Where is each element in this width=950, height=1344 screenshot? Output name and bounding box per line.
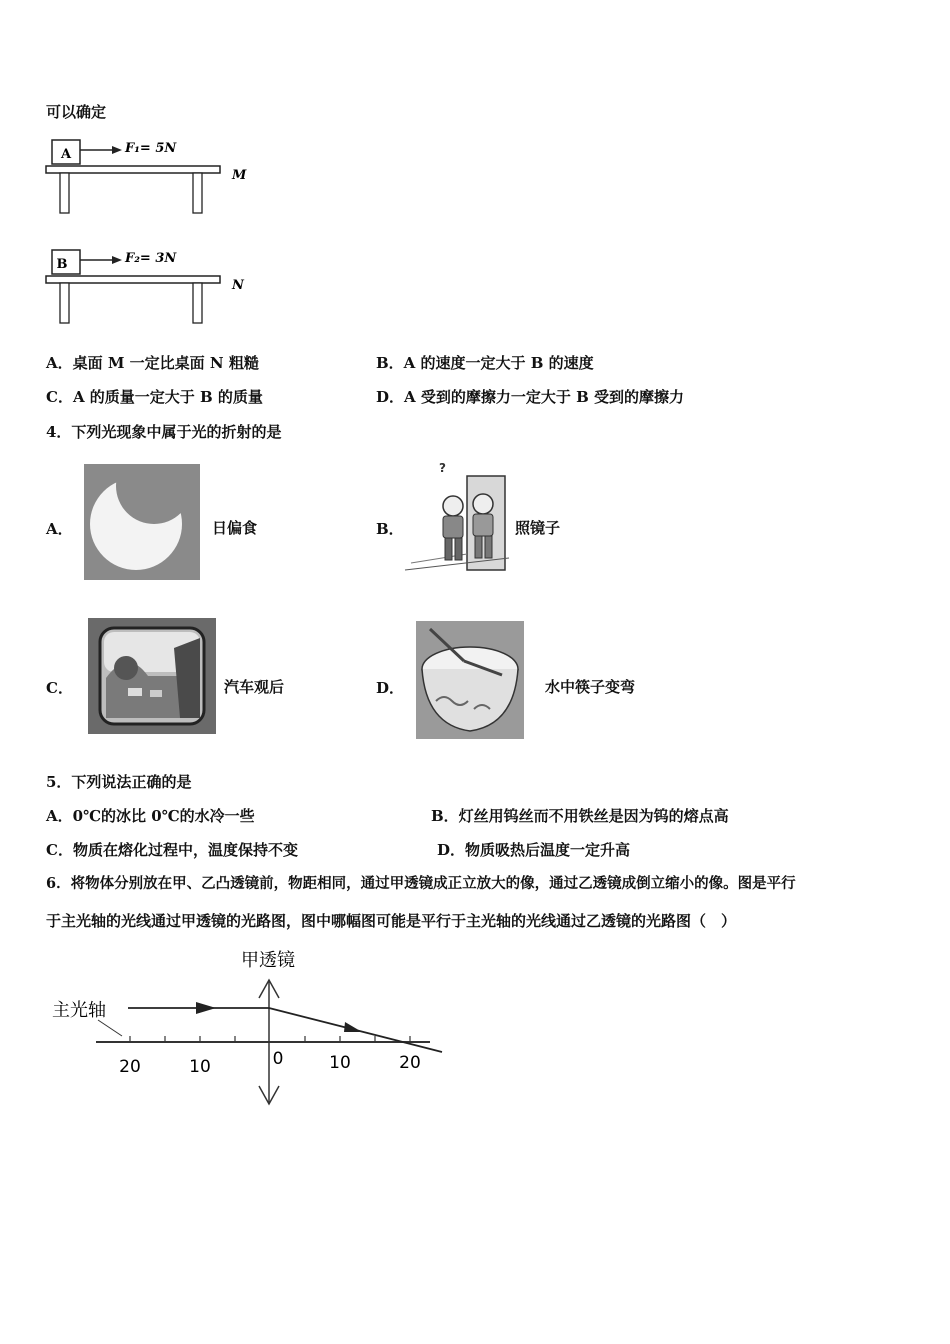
rearview-mirror-image (88, 618, 216, 734)
q3-option-c: C．A 的质量一定大于 B 的质量 (46, 388, 263, 406)
q5-option-a: A．0℃的冰比 0℃的水冷一些 (46, 807, 255, 825)
axis-label: 主光轴 (52, 1000, 106, 1021)
lens-label: 甲透镜 (241, 950, 295, 971)
chopstick-bowl-image (416, 621, 524, 739)
q4-option-b-caption: 照镜子 (515, 519, 561, 537)
tick-label-20: 20 (399, 1053, 421, 1073)
q5-option-d: D．物质吸热后温度一定升高 (437, 841, 631, 859)
table-figure-m (40, 135, 270, 220)
solar-eclipse-image (84, 464, 200, 580)
q3-option-d: D．A 受到的摩擦力一定大于 B 受到的摩擦力 (376, 388, 684, 406)
tick-label-0: 0 (272, 1049, 284, 1069)
q4-option-a-caption: 日偏食 (212, 519, 258, 537)
block-b-label: B (56, 257, 68, 272)
tick-label-neg-10: 10 (189, 1057, 211, 1077)
q5-stem: 5．下列说法正确的是 (46, 773, 192, 791)
q4-option-a-label: A． (46, 520, 73, 538)
q6-stem-line-2: 于主光轴的光线通过甲透镜的光路图，图中哪幅图可能是平行于主光轴的光线通过乙透镜的光路图（ ） (46, 912, 737, 930)
force-b-label: F₂= 3N (125, 251, 177, 266)
q4-option-b-label: B． (376, 520, 404, 538)
q4-option-d-caption: 水中筷子变弯 (545, 678, 636, 696)
q4-option-c-caption: 汽车观后 (224, 678, 285, 696)
q6-stem-line-1: 6．将物体分别放在甲、乙凸透镜前，物距相同，通过甲透镜成正立放大的像，通过乙透镜成倒立缩小的像。图是平行 (46, 875, 796, 892)
q3-option-b: B．A 的速度一定大于 B 的速度 (376, 354, 594, 372)
question-mark: ? (439, 461, 446, 475)
tick-label-10: 10 (329, 1053, 351, 1073)
surface-n-label: N (232, 278, 244, 293)
q5-option-b: B．灯丝用钨丝而不用铁丝是因为钨的熔点高 (431, 807, 729, 825)
lens-ray-diagram (40, 940, 460, 1120)
q3-option-a: A．桌面 M 一定比桌面 N 粗糙 (46, 354, 259, 372)
q4-option-d-label: D． (376, 679, 405, 697)
table-figure-n (40, 245, 270, 330)
tick-label-neg-20: 20 (119, 1057, 141, 1077)
q5-option-c: C．物质在熔化过程中，温度保持不变 (46, 841, 298, 859)
force-a-label: F₁= 5N (125, 141, 177, 156)
block-a-label: A (60, 147, 72, 162)
q4-option-c-label: C． (46, 679, 73, 697)
q4-stem: 4．下列光现象中属于光的折射的是 (46, 423, 282, 441)
intro-text: 可以确定 (46, 103, 107, 121)
mirror-image (405, 458, 510, 573)
surface-m-label: M (232, 168, 247, 183)
